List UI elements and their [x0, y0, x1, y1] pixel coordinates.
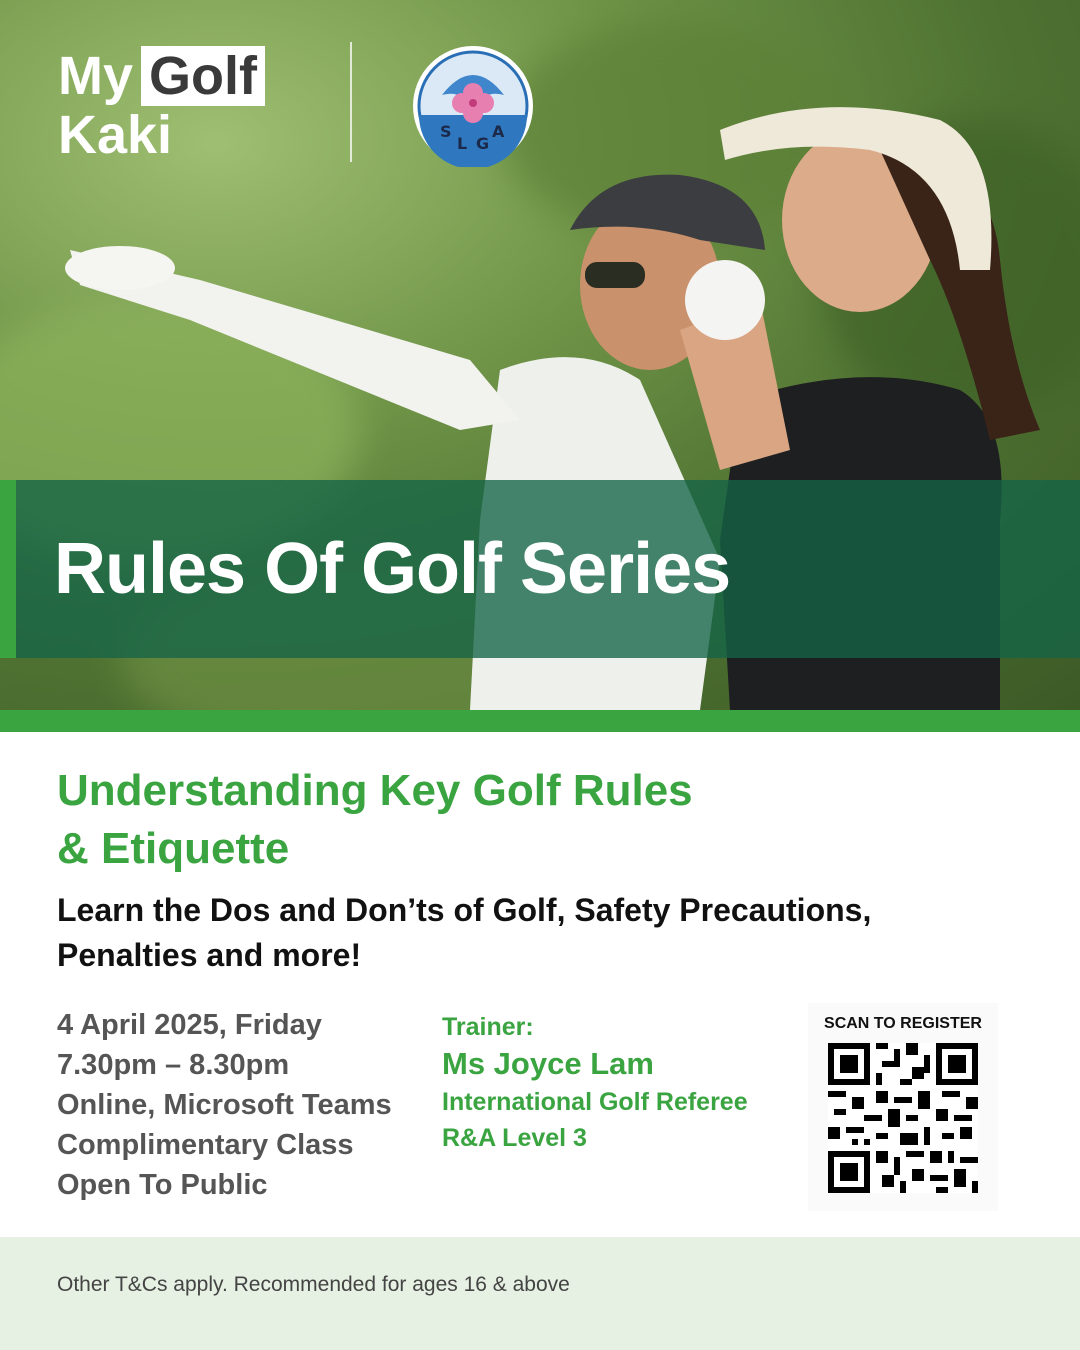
event-subhead	[57, 888, 1037, 978]
trainer-label: Trainer:	[442, 1013, 534, 1041]
trainer-level: R&A Level 3	[442, 1124, 587, 1152]
trainer-info	[442, 1010, 748, 1156]
headline-line-2: & Etiquette	[57, 824, 290, 873]
event-price: Complimentary Class	[57, 1129, 354, 1161]
footer-note: Other T&Cs apply. Recommended for ages 16 & above	[57, 1273, 570, 1296]
headline-line-1: Understanding Key Golf Rules	[57, 766, 693, 815]
logo-golf-text: Golf	[141, 46, 265, 106]
page-title: Rules Of Golf Series	[54, 529, 731, 609]
subhead-line-1: Learn the Dos and Don’ts of Golf, Safety Precautions,	[57, 892, 872, 928]
trainer-name: Ms Joyce Lam	[442, 1046, 654, 1081]
event-time: 7.30pm – 8.30pm	[57, 1049, 290, 1081]
logo-divider	[350, 42, 352, 162]
qr-code-icon[interactable]	[828, 1043, 978, 1193]
event-details	[57, 1005, 392, 1205]
footer	[0, 1237, 1080, 1350]
divider-bar	[0, 710, 1080, 732]
event-venue: Online, Microsoft Teams	[57, 1089, 392, 1121]
title-accent-bar	[0, 480, 16, 658]
slga-logo	[412, 45, 534, 167]
mygolfkaki-logo	[58, 46, 265, 164]
slga-letter-s: S	[440, 122, 452, 141]
trainer-title: International Golf Referee	[442, 1088, 748, 1116]
event-date: 4 April 2025, Friday	[57, 1009, 322, 1041]
slga-letter-g: G	[476, 134, 490, 153]
event-headline	[57, 762, 957, 878]
slga-letter-a: A	[492, 122, 505, 141]
subhead-line-2: Penalties and more!	[57, 937, 362, 973]
register-qr-block[interactable]	[808, 1003, 998, 1211]
slga-letter-l: L	[457, 134, 468, 153]
register-label: SCAN TO REGISTER	[824, 1015, 982, 1032]
logo-kaki-text: Kaki	[58, 105, 173, 165]
logo-my-text: My	[58, 46, 134, 106]
event-audience: Open To Public	[57, 1169, 268, 1201]
title-band	[0, 480, 1080, 658]
